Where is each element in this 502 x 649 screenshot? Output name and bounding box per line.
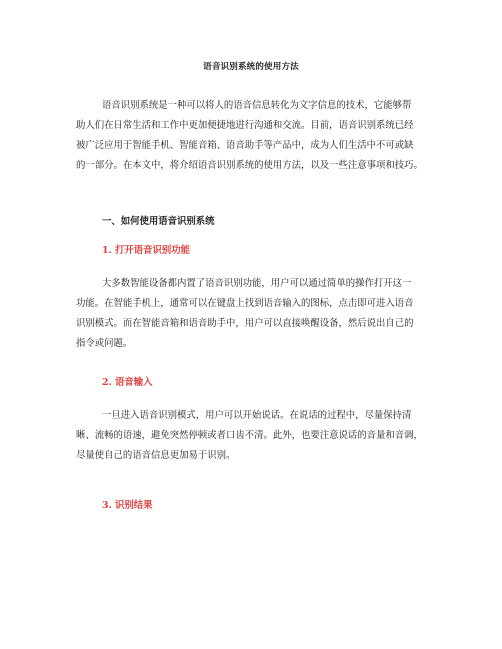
subsection-heading-3: 3. 识别结果 [102,500,153,511]
section-heading: 一、如何使用语音识别系统 [102,216,215,227]
intro-line: 被广泛应用于智能手机、智能音箱、语音助手等产品中，成为人们生活中不可或缺 [76,140,414,151]
intro-line: 的一部分。在本文中，将介绍语音识别系统的使用方法，以及一些注意事项和技巧。 [76,160,423,171]
paragraph-line: 功能。在智能手机上，通常可以在键盘上找到语音输入的图标，点击即可进入语音 [76,298,414,309]
subsection-paragraph-2 [76,406,433,466]
paragraph-line: 识别模式。而在智能音箱和语音助手中，用户可以直接唤醒设备，然后说出自己的 [76,318,414,329]
paragraph-line: 晰、流畅的语速，避免突然停顿或者口齿不清。此外，也要注意说话的音量和音调， [76,430,423,441]
intro-paragraph [76,96,433,176]
paragraph-line: 尽量使自己的语音信息更加易于识别。 [76,450,236,461]
intro-line: 助人们在日常生活和工作中更加便捷地进行沟通和交流。目前，语音识别系统已经 [76,120,414,131]
subsection-heading-2: 2. 语音输入 [102,377,153,388]
subsection-paragraph-1 [76,274,433,354]
intro-line: 语音识别系统是一种可以将人的语音信息转化为文字信息的技术，它能够帮 [102,100,412,111]
paragraph-line: 大多数智能设备都内置了语音识别功能，用户可以通过简单的操作打开这一 [102,278,412,289]
paragraph-line: 一旦进入语音识别模式，用户可以开始说话。在说话的过程中，尽量保持清 [102,410,412,421]
subsection-heading-1: 1. 打开语音识别功能 [102,245,191,256]
paragraph-line: 指令或问题。 [76,338,133,349]
document-title: 语音识别系统的使用方法 [203,62,299,72]
